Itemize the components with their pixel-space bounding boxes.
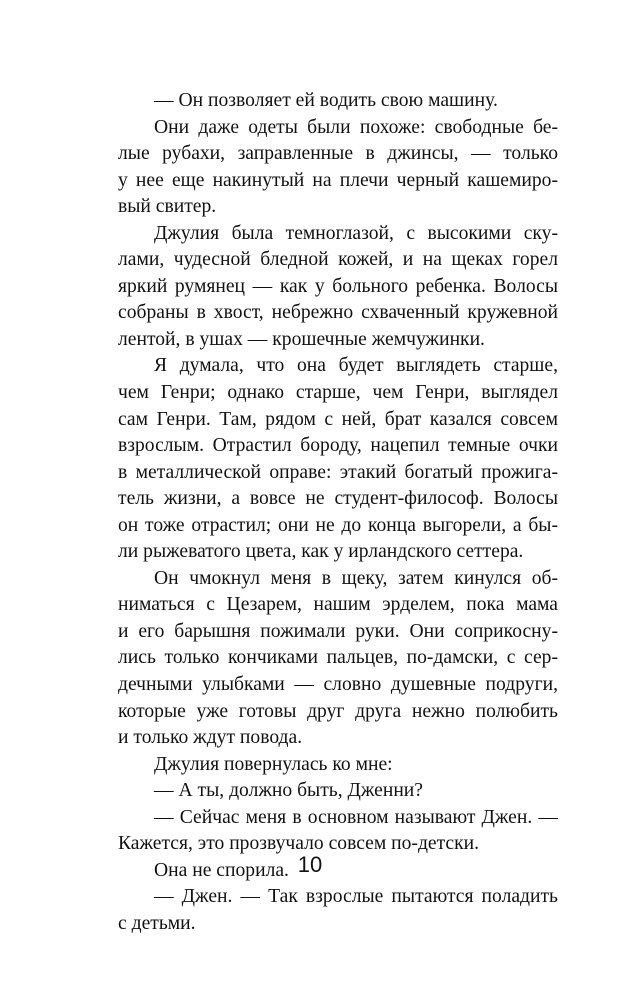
text-line: Она не спорила. — [154, 859, 289, 881]
text-line: чем Генри; однако старше, чем Генри, выглядел — [118, 382, 558, 404]
text-line: лые рубахи, заправленные в джинсы, — только — [118, 143, 558, 165]
text-line: ли рыжеватого цвета, как у ирландского сеттера. — [118, 541, 524, 563]
text-line: сам Генри. Там, рядом с ней, брат казался совсем — [118, 408, 558, 430]
text-line: собраны в хвост, небрежно схваченный кружевной — [118, 302, 558, 324]
text-line: у нее еще накинутый на плечи черный кашемиро- — [118, 169, 558, 191]
text-line: Кажется, это прозвучало совсем по-детски. — [118, 833, 480, 855]
text-line: он тоже отрастил; они не до конца выгорели, а бы- — [118, 514, 558, 536]
text-line: Джулия повернулась ко мне: — [154, 753, 393, 775]
text-line: лами, чудесной бледной кожей, и на щеках горел — [118, 249, 558, 271]
page-number: 10 — [297, 852, 323, 877]
text-line: в металлической оправе: этакий богатый прожига- — [118, 461, 558, 483]
text-line: лись только кончиками пальцев, по-дамски, с сер- — [118, 647, 558, 669]
text-line: лентой, в ушах — крошечные жемчужинки. — [118, 328, 485, 350]
text-line: и только ждут повода. — [118, 727, 303, 749]
text-line: с детьми. — [118, 912, 196, 934]
text-line: которые уже готовы друг друга нежно полюбить — [118, 700, 558, 722]
text-line: Джулия была темноглазой, с высокими ску- — [154, 222, 558, 244]
text-line: Он чмокнул меня в щеку, затем кинулся об- — [154, 567, 558, 589]
text-line: вый свитер. — [118, 196, 217, 218]
text-line: взрослым. Отрастил бороду, нацепил темные очки — [118, 435, 558, 457]
text-line: Они даже одеты были похоже: свободные бе- — [154, 116, 558, 138]
text-line: — Он позволяет ей водить свою машину. — [154, 90, 498, 111]
text-line: дечными улыбками — словно душевные подруги, — [118, 674, 558, 696]
text-line: — Сейчас меня в основном называют Джен. — — [154, 806, 558, 828]
text-line: Я думала, что она будет выглядеть старше, — [154, 355, 558, 377]
text-line: — А ты, должно быть, Дженни? — [154, 780, 423, 802]
text-line: тель жизни, а вовсе не студент-философ. Волосы — [118, 488, 558, 510]
text-line: яркий румянец — как у больного ребенка. Волосы — [118, 275, 558, 297]
text-line: ниматься с Цезарем, нашим эрделем, пока мама — [118, 594, 558, 616]
text-line: и его барышня пожимали руки. Они соприкосну- — [118, 620, 558, 642]
text-line: — Джен. — Так взрослые пытаются поладить — [154, 886, 558, 908]
body-text — [118, 88, 558, 938]
